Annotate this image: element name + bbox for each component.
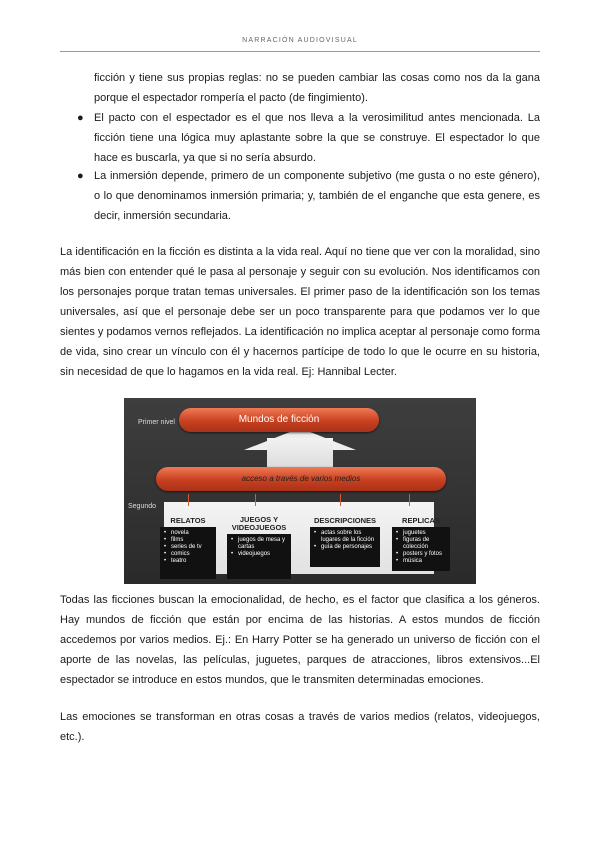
bullet-dot: ●	[77, 170, 84, 182]
text-line: Las emociones se transforman en otras cosas a través de varios medios (relatos, videojuegos,	[60, 711, 540, 723]
media-access-pill: acceso a través de varios medios	[156, 467, 446, 491]
category-title: REPLICAS	[402, 516, 440, 525]
category-title: JUEGOS Y VIDEOJUEGOS	[231, 515, 287, 532]
running-header: NARRACIÓN AUDIOVISUAL	[242, 37, 358, 44]
text-line: aporte de las novelas, las películas, juguetes, parques de atracciones, libros extensivos...El	[60, 654, 540, 666]
text-line: universales, así que el personaje debe ser un poco transparente para que podamos ver lo que	[60, 306, 540, 318]
paragraph-identification	[60, 242, 540, 382]
category-item: • juguetes	[403, 530, 446, 537]
text-line: sin necesidad de que lo hagamos en la vida real. Ej: Hannibal Lecter.	[60, 366, 397, 378]
text-line: Hay mundos de ficción que están por encima de las historias. A estos mundos de ficción	[60, 614, 540, 626]
text-line: La inmersión depende, primero de un componente subjetivo (me gusta o no este género),	[94, 170, 540, 182]
text-line: porque el espectador rompería el pacto (de fingimiento).	[94, 92, 368, 104]
level-1-label: Primer nivel	[138, 419, 175, 426]
connector-tick	[340, 494, 341, 506]
paragraph-emotions	[60, 590, 540, 690]
text-line: sientes y podamos vernos reflejados. La identificación no implica aceptar al personaje como forma	[60, 326, 540, 338]
text-line: o lo que denominamos inmersión primaria; y, también de el enganche que esta genere, es	[94, 190, 540, 202]
category-item: • series de tv	[171, 544, 212, 551]
category-box-relatos	[160, 527, 216, 579]
category-item: • figuras de colección	[403, 537, 446, 551]
category-item: • teatro	[171, 558, 212, 565]
connector-tick	[188, 494, 189, 506]
text-line: El pacto con el espectador es el que nos lleva a la verosimilitud antes mencionada. La	[94, 112, 540, 124]
category-item: • posters y fotos	[403, 551, 446, 558]
list-continuation	[94, 68, 540, 108]
text-line: etc.).	[60, 731, 85, 743]
category-item: • guía de personajes	[321, 544, 376, 551]
text-line: accedemos por varios medios. Ej.: En Harry Potter se ha generado un universo de ficción con el	[60, 634, 540, 646]
text-line: Todas las ficciones buscan la emocionalidad, de hecho, es el factor que clasifica a los géneros.	[60, 594, 540, 606]
text-line: decir, inmersión secundaria.	[94, 210, 231, 222]
connector-tick	[255, 494, 256, 506]
category-item: • música	[403, 558, 446, 565]
connector-tick	[409, 494, 410, 506]
header-rule	[60, 51, 540, 52]
category-item: • juegos de mesa y cartas	[238, 537, 287, 551]
category-box-replicas	[392, 527, 450, 571]
category-title: DESCRIPCIONES	[313, 516, 377, 525]
bullet-dot: ●	[77, 112, 84, 124]
text-line: La identificación en la ficción es distinta a la vida real. Aquí no tiene que ver con la moralidad, sino	[60, 246, 540, 258]
category-item: • novela	[171, 530, 212, 537]
list-item	[94, 166, 540, 226]
category-item: • comics	[171, 551, 212, 558]
category-title: RELATOS	[170, 516, 206, 525]
text-line: los personajes porque tratan temas universales. El primer paso de la identificación son los temas	[60, 286, 540, 298]
level-2-label: Segundo	[128, 503, 157, 510]
category-item: • films	[171, 537, 212, 544]
text-line: de vida, sino crear un vínculo con él y hacernos partícipe de todo lo que le ocurre en su historia,	[60, 346, 540, 358]
fiction-worlds-diagram	[124, 398, 476, 584]
fiction-worlds-pill: Mundos de ficción	[179, 408, 379, 432]
text-line: espectador se introduce en estos mundos, que le transmiten determinadas emociones.	[60, 674, 484, 686]
text-line: ficción y tiene sus propias reglas: no se pueden cambiar las cosas como nos da la gana	[94, 72, 540, 84]
upward-arrow-shaft	[267, 438, 333, 468]
text-line: hace es buscarla, ya que si no sería absurdo.	[94, 152, 316, 164]
text-line: ficción tiene una lógica muy aplastante sobre la que se construye. El espectador lo que	[94, 132, 540, 144]
category-box-descripciones	[310, 527, 380, 567]
category-box-juegos	[227, 534, 291, 579]
paragraph-transformation	[60, 707, 540, 747]
category-item: • actas sobre los lugares de la ficción	[321, 530, 376, 544]
text-line: más bien con entender qué le pasa al personaje y seguir con su evolución. Nos identificamos con	[60, 266, 540, 278]
list-item	[94, 108, 540, 168]
category-item: • videojuegos	[238, 551, 287, 558]
